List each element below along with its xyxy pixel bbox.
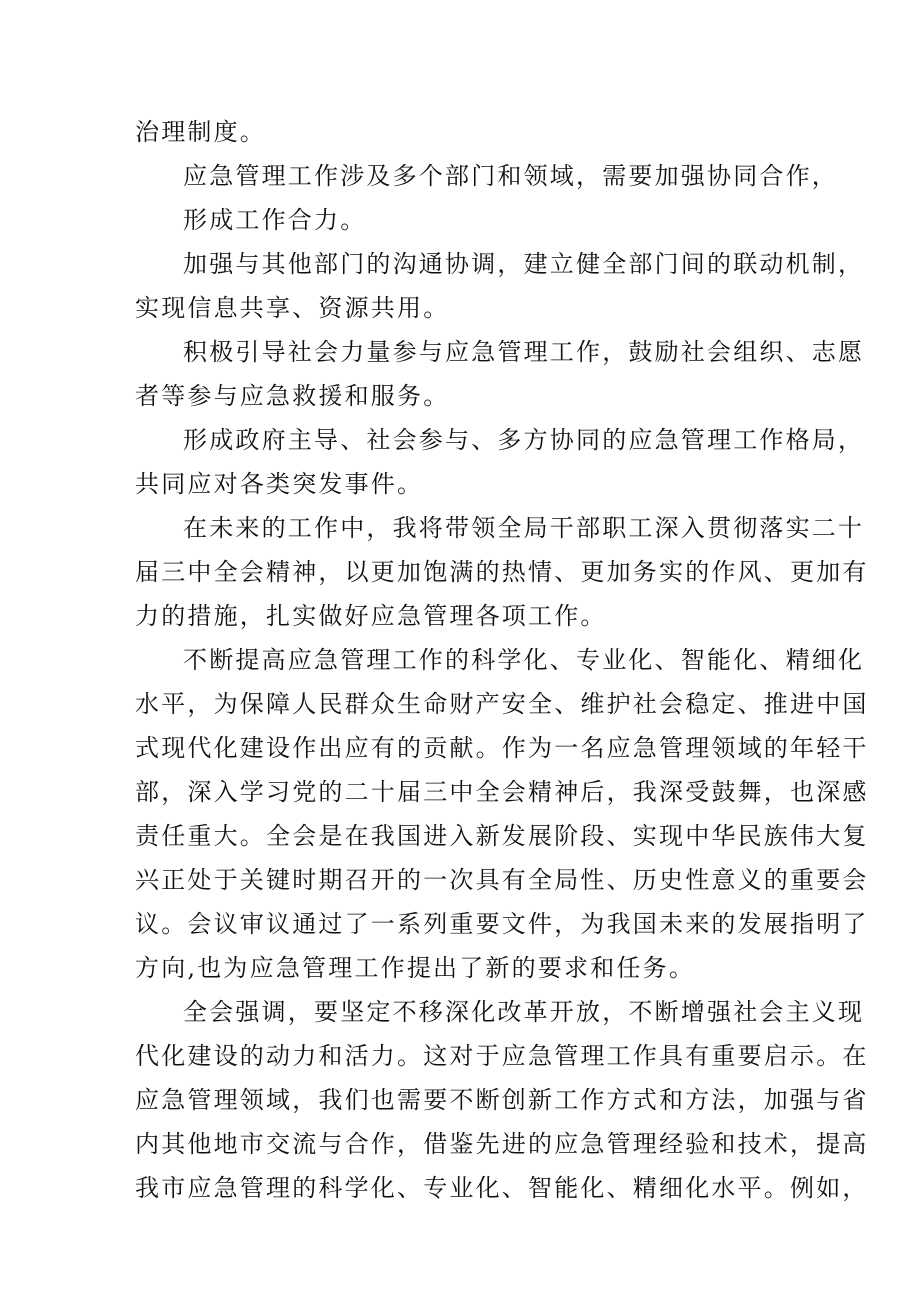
text-line: 水平，为保障人民群众生命财产安全、维护社会稳定、推进中国 [135,690,869,718]
text-line: 方向,也为应急管理工作提出了新的要求和任务。 [135,954,696,982]
text-line: 在未来的工作中，我将带领全局干部职工深入贯彻落实二十 [183,514,865,542]
text-line: 共同应对各类突发事件。 [135,470,424,498]
text-line: 代化建设的动力和活力。这对于应急管理工作具有重要启示。在 [135,1042,869,1070]
text-line: 加强与其他部门的沟通协调，建立健全部门间的联动机制， [183,250,865,278]
text-line: 形成政府主导、社会参与、多方协同的应急管理工作格局， [183,426,865,454]
text-line: 责任重大。全会是在我国进入新发展阶段、实现中华民族伟大复 [135,822,869,850]
text-line: 治理制度。 [135,118,266,146]
text-line: 式现代化建设作出应有的贡献。作为一名应急管理领域的年轻干 [135,734,869,762]
text-line: 形成工作合力。 [183,206,367,234]
text-line: 届三中全会精神，以更加饱满的热情、更加务实的作风、更加有 [135,558,869,586]
text-line: 应急管理工作涉及多个部门和领域，需要加强协同合作， [183,162,838,190]
text-line: 应急管理领域，我们也需要不断创新工作方式和方法，加强与省 [135,1086,869,1114]
text-line: 全会强调，要坚定不移深化改革开放，不断增强社会主义现 [183,998,865,1026]
text-line: 实现信息共享、资源共用。 [135,294,450,322]
text-line: 内其他地市交流与合作，借鉴先进的应急管理经验和技术，提高 [135,1130,869,1158]
text-line: 积极引导社会力量参与应急管理工作，鼓励社会组织、志愿 [183,338,865,366]
text-line: 不断提高应急管理工作的科学化、专业化、智能化、精细化 [183,646,865,674]
text-line: 我市应急管理的科学化、专业化、智能化、精细化水平。例如， [135,1174,869,1202]
text-line: 兴正处于关键时期召开的一次具有全局性、历史性意义的重要会 [135,866,869,894]
text-line: 力的措施，扎实做好应急管理各项工作。 [135,602,607,630]
text-line: 者等参与应急救援和服务。 [135,382,450,410]
text-line: 部，深入学习党的二十届三中全会精神后，我深受鼓舞，也深感 [135,778,869,806]
text-line: 议。会议审议通过了一系列重要文件，为我国未来的发展指明了 [135,910,869,938]
